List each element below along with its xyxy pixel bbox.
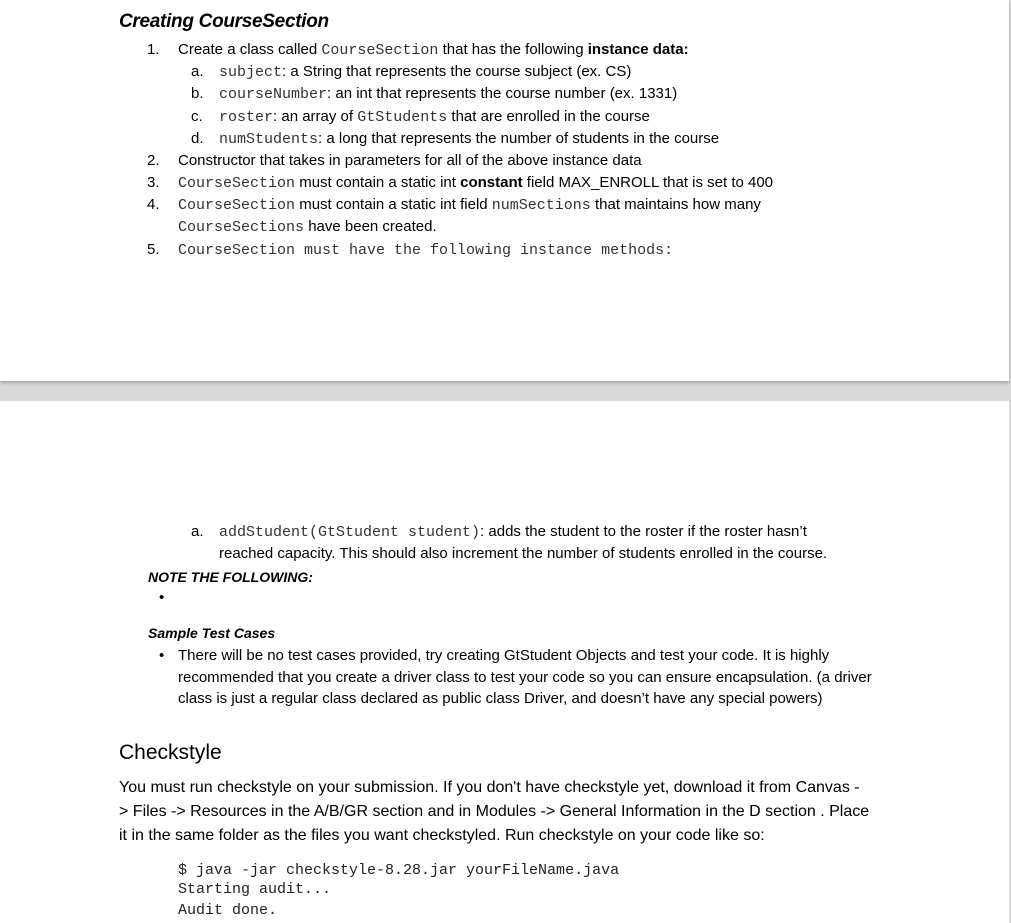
sample-line: class is just a regular class declared as public class Driver, and doesn’t have any special powers): [178, 690, 823, 707]
sub-letter: a.: [191, 63, 204, 80]
code-line: Audit done.: [178, 902, 278, 919]
list-number: 5.: [147, 241, 160, 258]
sample-heading: Sample Test Cases: [148, 625, 276, 641]
list-item-3: CourseSection must contain a static int constant field MAX_ENROLL that is set to 400: [178, 174, 774, 192]
list-number: 4.: [147, 196, 160, 213]
sample-bullet: •: [159, 647, 165, 664]
sub-letter: b.: [191, 85, 204, 102]
sample-line: recommended that you create a driver class to test your code so you can ensure encapsulation. (a driver: [178, 669, 872, 686]
sub-item-subject: subject: a String that represents the course subject (ex. CS): [219, 63, 632, 81]
list-item-2: Constructor that takes in parameters for all of the above instance data: [178, 152, 642, 169]
list-item-4-cont: CourseSections have been created.: [178, 218, 437, 236]
sub-item-course-number: courseNumber: an int that represents the course number (ex. 1331): [219, 85, 678, 103]
list-item-5: CourseSection must have the following instance methods:: [178, 242, 674, 259]
list-number: 3.: [147, 174, 160, 191]
note-heading: NOTE THE FOLLOWING:: [148, 569, 313, 585]
checkstyle-line: > Files -> Resources in the A/B/GR section and in Modules -> General Information in the D section . Place: [119, 803, 870, 820]
list-number: 2.: [147, 152, 160, 169]
list-item-4: CourseSection must contain a static int field numSections that maintains how many: [178, 196, 761, 214]
list-number: 1.: [147, 41, 160, 58]
sub-letter: c.: [191, 108, 203, 125]
code-line: Starting audit...: [178, 881, 332, 898]
checkstyle-line: You must run checkstyle on your submission. If you don't have checkstyle yet, download it from Canvas -: [119, 779, 860, 796]
empty-bullet: •: [159, 589, 165, 606]
document-page-2: [0, 401, 1009, 923]
sub-letter: a.: [191, 523, 204, 540]
sub-item-roster: roster: an array of GtStudents that are enrolled in the course: [219, 108, 650, 126]
section-title: Creating CourseSection: [119, 11, 329, 32]
list-item-1: Create a class called CourseSection that has the following instance data:: [178, 41, 689, 59]
code-line: $ java -jar checkstyle-8.28.jar yourFileName.java: [178, 862, 620, 879]
sample-line: There will be no test cases provided, try creating GtStudent Objects and test your code. It is highly: [178, 647, 830, 664]
checkstyle-line: it in the same folder as the files you want checkstyled. Run checkstyle on your code like so:: [119, 827, 765, 844]
method-add-student-cont: reached capacity. This should also increment the number of students enrolled in the course.: [219, 545, 828, 562]
document-page-1: [0, 0, 1009, 381]
checkstyle-heading: Checkstyle: [119, 741, 222, 764]
method-add-student: addStudent(GtStudent student): adds the student to the roster if the roster hasn’t: [219, 523, 807, 541]
sub-item-num-students: numStudents: a long that represents the number of students in the course: [219, 130, 720, 148]
sub-letter: d.: [191, 130, 204, 147]
